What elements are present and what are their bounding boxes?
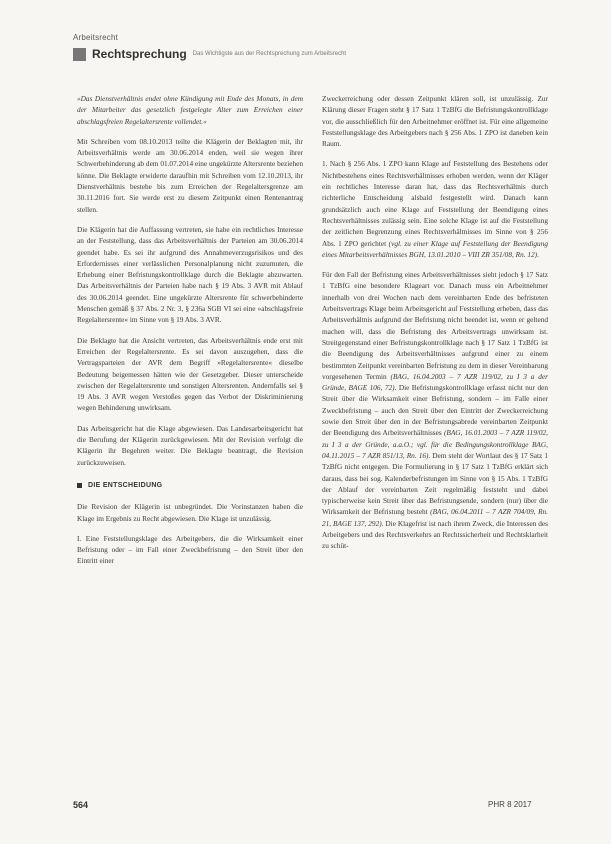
paragraph: Die Revision der Klägerin ist unbegründet. Die Vorinstanzen haben die Klage im Ergebnis zu Recht abgewiesen. Die Klage ist unzulässig. bbox=[77, 502, 303, 523]
citation: (vgl. zu einer Klage auf Feststellung der Beendigung eines Mitarbeitsverhältnisses BGH, 13.01.2010 – VIII ZR 351/08, Rn. 12) bbox=[322, 238, 548, 259]
header-subtitle: Das Wichtigste aus der Rechtsprechung zum Arbeitsrecht bbox=[192, 51, 347, 57]
decision-heading bbox=[77, 480, 303, 491]
paragraph: Das Arbeitsgericht hat die Klage abgewiesen. Das Landesarbeitsgericht hat die Berufung der Klägerin zurückgewiesen. Mit der Revision verfolgt die Klägerin ihr Begehren weiter. Die Beklagte beantragt, die Revision zurückzuweisen. bbox=[77, 423, 303, 467]
text-span: . Die Klagefrist ist nach ihrem Zweck, die Interessen des Arbeitgebers und des Rechtsverkehrs an Rechtssicherheit und Rechtsklarheit zu schüt- bbox=[322, 518, 548, 551]
right-column bbox=[322, 93, 548, 561]
left-column bbox=[77, 93, 303, 576]
citation: (BAG, 06.04.2011 – 7 AZR 704/09, Rn. 21, BAGE 137, 292) bbox=[322, 507, 548, 528]
paragraph bbox=[322, 269, 548, 551]
decision-heading-label: DIE ENTSCHEIDUNG bbox=[88, 481, 163, 489]
citation: (BAG, 16.01.2003 – 7 AZR 119/02, zu I 3 a der Gründe, a.a.O.; vgl. für die Bedingungskontrollklage BAG, 04.11.2015 – 7 AZR 851/13, Rn. 16) bbox=[322, 428, 548, 460]
header-square-icon bbox=[73, 48, 86, 61]
journal-reference: PHR 8 2017 bbox=[488, 800, 532, 809]
paragraph: I. Eine Feststellungsklage des Arbeitgebers, die die Wirksamkeit einer Befristung oder – im Fall einer Zweckbefristung – den Streit über den Eintritt einer bbox=[77, 533, 303, 566]
text-span: . bbox=[537, 249, 539, 259]
text-span: . Die Befristungskontrollklage erfasst nicht nur den Streit über die Wirksamkeit einer Befristung, sondern – im Falle einer Zweckbefristung – auch den Streit über den Eintritt der Zweckerreichung sowie den Streit über den in der Befristungsabrede vereinbarten Zeitpunkt der Beendigung des Arbeitsverhältnisses bbox=[322, 383, 548, 438]
paragraph bbox=[322, 158, 548, 260]
paragraph: Mit Schreiben vom 08.10.2013 teilte die Klägerin der Beklagten mit, ihr Arbeitsverhältnis werde am 30.06.2014 enden, weil sie wegen ihrer Schwerbehinderung ab dem 01.07.2014 eine ungekürzte Altersrente beziehen könne. Die Beklagte erwiderte daraufhin mit Schreiben vom 12.10.2013, ihr Dienstverhältnis bestehe bis zum Erreichen der Regelaltersgrenze am 30.11.2016 fort. Sie werde erst zu diesem Zeitpunkt einen Rentenantrag stellen. bbox=[77, 136, 303, 214]
text-span: . Dem steht der Wortlaut des § 17 Satz 1 TzBfG nicht entgegen. Die Formulierung in § 17 Satz 1 TzBfG erklärt sich daraus, dass bei sog. Kalenderbefristungen im Sinne von § 15 Abs. 1 TzBfG der Ablauf der vereinbarten Zeit regelmäßig feststeht und dabei typischerweise kein Streit über das Befristungsende, sondern (nur) über die Wirksamkeit der Befristung besteht bbox=[322, 450, 548, 517]
page-header bbox=[73, 44, 553, 64]
paragraph: Die Beklagte hat die Ansicht vertreten, das Arbeitsverhältnis ende erst mit Erreichen der Regelaltersrente. Es sei davon auszugehen, dass die Vertragsparteien der AVR dem Begriff »Regelaltersrente« dieselbe Bedeutung beigemessen hätten wie der Gesetzgeber. Dieser unterscheide zwischen der Regelaltersrente und sonstigen Altersrenten. Andernfalls sei § 19 Abs. 3 AVR wegen Verstoßes gegen das Verbot der Diskriminierung wegen Behinderung unwirksam. bbox=[77, 335, 303, 413]
text-span: 1. Nach § 256 Abs. 1 ZPO kann Klage auf Feststellung des Bestehens oder Nichtbestehens eines Rechtsverhältnisses erhoben werden, wenn der Kläger ein rechtliches Interesse daran hat, dass das Rechtsverhältnis durch richterliche Entscheidung alsbald festgestellt wird. Danach kann grundsätzlich auch eine Klage auf Feststellung der Beendigung eines Rechtsverhältnisses zulässig sein. Eine solche Klage ist auf die Feststellung der zeitlichen Begrenzung eines Rechtsverhältnisses im Sinne von § 256 Abs. 1 ZPO gerichtet bbox=[322, 159, 548, 248]
header-title: Rechtsprechung bbox=[92, 47, 187, 61]
paragraph: Die Klägerin hat die Auffassung vertreten, sie habe ein rechtliches Interesse an der Feststellung, dass das Arbeitsverhältnis der Parteien am 30.06.2014 geendet habe. Es sei ihr aufgrund des Annahmeverzugsrisikos und des Erfordernisses einer verlässlichen Personalplanung nicht zuzumuten, die Erhebung einer Befristungskontrollklage durch die Beklagte abzuwarten. Das Arbeitsverhältnis der Parteien habe nach § 19 Abs. 3 AVR mit Ablauf des 30.06.2014 geendet. Eine ungekürzte Altersrente für schwerbehinderte Menschen gemäß § 37 Abs. 2 Nr. 3, § 236a SGB VI sei eine »abschlagsfreie Regelaltersrente« im Sinne von § 19 Abs. 3 AVR. bbox=[77, 224, 303, 325]
paragraph: Zweckerreichung oder dessen Zeitpunkt klären soll, ist unzulässig. Zur Klärung dieser Fragen steht § 17 Satz 1 TzBfG die Befristungskontrollklage vor, die ausschließlich für den Arbeitnehmer eröffnet ist. Für eine allgemeine Feststellungsklage des Arbeitgebers nach § 256 Abs. 1 ZPO ist daneben kein Raum. bbox=[322, 94, 548, 149]
section-label: Arbeitsrecht bbox=[73, 33, 119, 42]
bullet-square-icon bbox=[77, 483, 82, 488]
text-span: Für den Fall der Befristung eines Arbeitsverhältnisses sieht jedoch § 17 Satz 1 TzBfG eine besondere Klageart vor. Danach muss ein Arbeitnehmer innerhalb von drei Wochen nach dem vereinbarten Ende des befristeten Arbeitsvertrags Klage beim Arbeitsgericht auf Feststellung erheben, dass das Arbeitsverhältnis aufgrund der Befristung nicht beendet ist, wenn er geltend machen will, dass die Befristung des Arbeitsvertrags unwirksam ist. Streitgegenstand einer Befristungskontrollklage nach § 17 Satz 1 TzBfG ist die Beendigung des Arbeitsverhältnisses aufgrund einer zu einem bestimmten Zeitpunkt vereinbarten Befristung zu dem in dieser Vereinbarung vorgesehenen Termin bbox=[322, 270, 549, 381]
pull-quote: »Das Dienstverhältnis endet ohne Kündigung mit Ende des Monats, in dem der Mitarbeiter das gesetzlich festgelegte Alter zum Erreichen einer abschlagsfreien Regelaltersrente vollendet.« bbox=[77, 94, 303, 126]
citation: (BAG, 16.04.2003 – 7 AZR 119/02, zu I 3 a der Gründe, BAGE 106, 72) bbox=[322, 371, 548, 393]
page-number: 564 bbox=[73, 800, 89, 810]
